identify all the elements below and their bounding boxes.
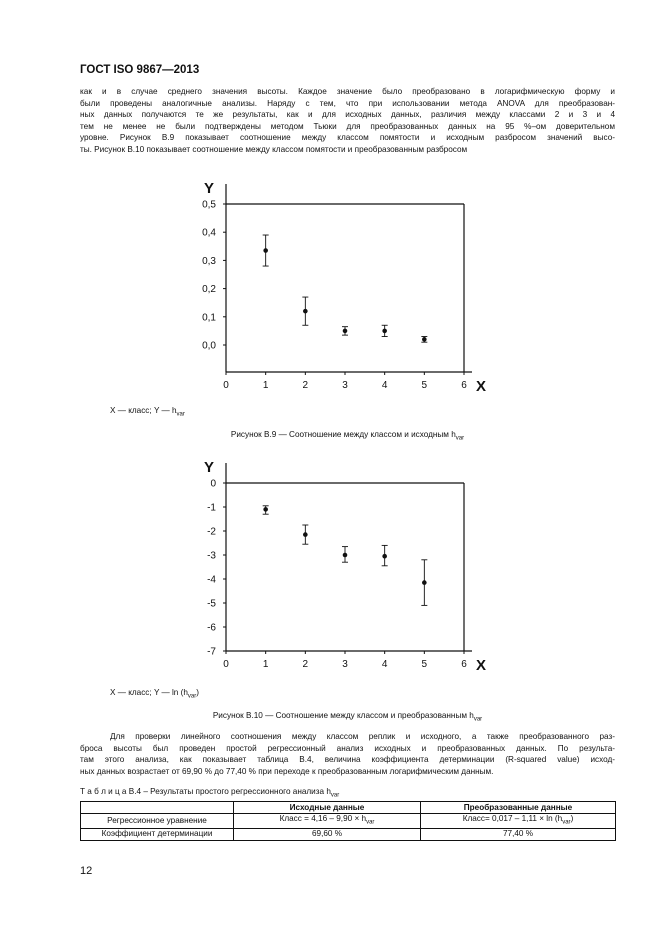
legend-suffix: ) [196, 688, 199, 697]
body-line: там этого анализа, как показывает таблица B.4, величина коэффициента детерминации (R-squared value) исход- [80, 755, 615, 765]
cell-text: Класс= 0,017 – 1,11 × ln (h [462, 814, 563, 823]
y-axis-label: Y [204, 459, 215, 476]
y-tick-label: -1 [207, 502, 216, 514]
table-header-row [81, 802, 616, 814]
data-point [263, 507, 268, 512]
y-tick-label: 0 [210, 478, 216, 490]
x-tick-label: 4 [381, 380, 388, 391]
y-tick-label: -6 [207, 622, 216, 634]
table-cell [234, 814, 421, 829]
x-tick-label: 5 [421, 659, 428, 670]
intro-line: были проведены аналогичные анализы. Наряду с тем, что при использовании метода ANOVA для преобразован- [80, 98, 615, 108]
y-tick-label: 0,4 [202, 227, 216, 239]
caption-text: Рисунок B.10 — Соотношение между классом и преобразованным h [212, 711, 474, 720]
intro-line: как и в случае среднего значения высоты. Каждое значение было преобразовано в логарифмическую форму и [80, 87, 615, 96]
cell-subscript: var [562, 819, 571, 826]
legend-text: X — класс; Y — h [110, 406, 177, 415]
body-line: Для проверки линейного соотношения между классом реплик и исходного, а также преобразованного раз- [110, 732, 615, 741]
x-tick-label: 2 [302, 380, 309, 391]
figure-b9-caption [80, 430, 615, 442]
x-tick-label: 3 [342, 659, 348, 670]
cell-suffix: ) [570, 814, 574, 823]
y-tick-label: 0,2 [202, 284, 216, 296]
x-tick-label: 4 [381, 659, 388, 670]
x-tick-label: 3 [342, 380, 348, 391]
y-tick-label: -3 [207, 550, 216, 562]
table-title [80, 787, 339, 799]
page-number: 12 [80, 865, 93, 877]
intro-line: ты. Рисунок B.10 показывает соотношение между классом помятости и преобразованным разбросом [80, 144, 468, 154]
caption-subscript: var [473, 716, 483, 723]
cell-subscript: var [366, 819, 375, 826]
x-tick-label: 1 [262, 380, 269, 391]
y-tick-label: 0,1 [202, 312, 216, 324]
figure-b10-legend [110, 688, 199, 700]
y-tick-label: 0,0 [202, 340, 216, 352]
chart-figure-b9 [190, 172, 510, 397]
table-header-cell: Исходные данные [234, 802, 421, 814]
chart-figure-b10 [190, 455, 510, 675]
body-line: броса высоты был проведен простой регрессионный анализ исходных и преобразованных данных. По результа- [80, 743, 615, 753]
legend-subscript: var [176, 411, 185, 418]
y-tick-label: 0,5 [202, 199, 216, 211]
x-tick-label: 0 [223, 380, 229, 391]
table-header-cell [81, 802, 234, 814]
table-cell: 77,40 % [421, 828, 616, 840]
data-point [303, 309, 308, 314]
data-point [382, 329, 387, 334]
x-axis-label: X [476, 657, 487, 674]
data-point [422, 337, 427, 342]
x-tick-label: 1 [262, 659, 269, 670]
intro-line: ных данных получаются те же результаты, как и для исходных данных, различия между классами 2 и 3 и 4 [80, 110, 615, 120]
y-tick-label: -5 [207, 598, 216, 610]
x-tick-label: 5 [421, 380, 428, 391]
data-point [422, 580, 427, 585]
table-cell: Коэффициент детерминации [81, 828, 234, 840]
table-row [81, 814, 616, 829]
intro-line: тем не менее не были подтверждены методом Тьюки для преобразованных данных на 95 %–ом доверительном [80, 121, 615, 131]
legend-subscript: var [187, 693, 197, 700]
y-tick-label: -4 [207, 574, 216, 586]
table-title-text: Т а б л и ц а B.4 – Результаты простого регрессионного анализа h [80, 787, 331, 796]
figure-b10-caption [80, 711, 615, 723]
intro-paragraph [80, 86, 615, 156]
figure-b9-legend [110, 406, 185, 418]
table-cell: 69,60 % [234, 828, 421, 840]
regression-table [80, 801, 616, 841]
caption-subscript: var [455, 435, 465, 442]
y-axis-label: Y [204, 180, 215, 197]
data-point [343, 329, 348, 334]
table-row [81, 828, 616, 840]
document-header: ГОСТ ISO 9867—2013 [80, 64, 200, 76]
table-title-subscript: var [330, 792, 340, 799]
x-tick-label: 6 [461, 659, 467, 670]
y-tick-label: -7 [207, 646, 216, 658]
data-point [382, 554, 387, 559]
x-tick-label: 6 [461, 380, 467, 391]
data-point [303, 532, 308, 537]
body-paragraph [80, 731, 615, 777]
caption-text: Рисунок B.9 — Соотношение между классом и исходным h [230, 430, 456, 439]
cell-text: Класс = 4,16 – 9,90 × h [279, 814, 367, 823]
data-point [263, 248, 268, 253]
table-header-cell: Преобразованные данные [421, 802, 616, 814]
body-line: ных данных возрастает от 69,90 % до 77,40 % при переходе к преобразованным логарифмическим данным. [80, 766, 494, 776]
y-tick-label: 0,3 [202, 255, 216, 267]
table-cell: Регрессионное уравнение [81, 814, 234, 829]
intro-line: уровне. Рисунок B.9 показывает соотношение между классом помятости и исходным разбросом значений высо- [80, 133, 615, 143]
table-cell [421, 814, 616, 829]
x-axis-label: X [476, 378, 487, 395]
x-tick-label: 0 [223, 659, 229, 670]
y-tick-label: -2 [207, 526, 216, 538]
legend-text: X — класс; Y — ln (h [110, 688, 188, 697]
x-tick-label: 2 [302, 659, 309, 670]
data-point [343, 553, 348, 558]
